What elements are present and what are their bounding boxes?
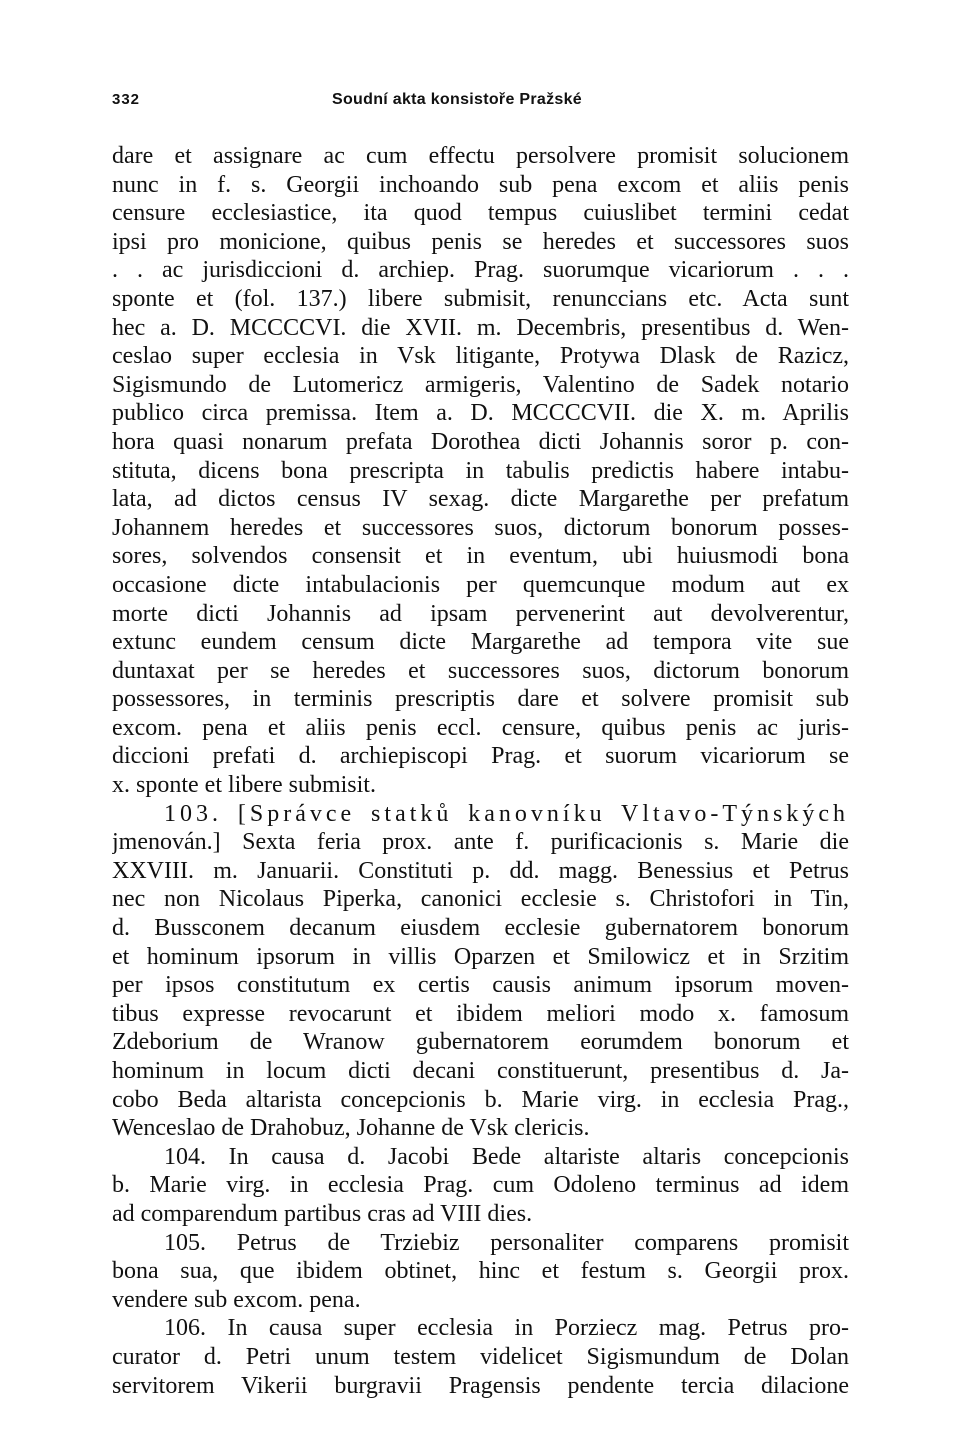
text-line: curator d. Petri unum testem videlicet Sigismundum de Dolan <box>112 1343 849 1370</box>
text-line: XXVIII. m. Januarii. Constituti p. dd. magg. Benessius et Petrus <box>112 857 849 884</box>
text-line: ceslao super ecclesia in Vsk litigante, Protywa Dlask de Razicz, <box>112 343 849 370</box>
text-line: ipsi pro monicione, quibus penis se heredes et successores suos <box>112 228 849 255</box>
body-text <box>112 142 849 1400</box>
text-line: censure ecclesiastice, ita quod tempus cuiuslibet termini cedat <box>112 200 849 227</box>
text-line: diccioni prefati d. archiepiscopi Prag. et suorum vicariorum se <box>112 743 849 770</box>
text-line: vendere sub excom. pena. <box>112 1286 361 1313</box>
text-line: excom. pena et aliis penis eccl. censure, quibus penis ac juris- <box>112 714 849 741</box>
text-line: d. Bussconem decanum eiusdem ecclesie gubernatorem bonorum <box>112 915 849 942</box>
text-line: occasione dicte intabulacionis per quemcunque modum aut ex <box>112 571 849 598</box>
text-line: lata, ad dictos census IV sexag. dicte Margarethe per prefatum <box>112 486 849 513</box>
text-line: hora quasi nonarum prefata Dorothea dicti Johannis soror p. con- <box>112 428 849 455</box>
text-line: cobo Beda altarista concepcionis b. Marie virg. in ecclesia Prag., <box>112 1086 849 1113</box>
text-line: Wenceslao de Drahobuz, Johanne de Vsk clericis. <box>112 1115 590 1142</box>
text-line: servitorem Vikerii burgravii Pragensis pendente tercia dilacione <box>112 1372 849 1399</box>
text-line: nunc in f. s. Georgii inchoando sub pena excom et aliis penis <box>112 171 849 198</box>
text-line: publico circa premissa. Item a. D. MCCCCVII. die X. m. Aprilis <box>112 400 849 427</box>
text-line: et hominum ipsorum in villis Oparzen et Smilowicz et in Srzitim <box>112 943 849 970</box>
text-line: stituta, dicens bona prescripta in tabulis predictis habere intabu- <box>112 457 849 484</box>
text-line: morte dicti Johannis ad ipsam pervenerint aut devolverentur, <box>112 600 849 627</box>
text-line: . . ac jurisdiccioni d. archiep. Prag. suorumque vicariorum . . . <box>112 257 849 284</box>
text-line: sponte et (fol. 137.) libere submisit, renunccians etc. Acta sunt <box>112 285 849 312</box>
text-line: Johannem heredes et successores suos, dictorum bonorum posses- <box>112 514 849 541</box>
text-line: hec a. D. MCCCCVI. die XVII. m. Decembris, presentibus d. Wen- <box>112 314 849 341</box>
text-line: b. Marie virg. in ecclesia Prag. cum Odoleno terminus ad idem <box>112 1172 849 1199</box>
page-header <box>112 91 849 115</box>
text-line: jmenován.] Sexta feria prox. ante f. purificacionis s. Marie die <box>112 829 849 856</box>
text-line: Sigismundo de Lutomericz armigeris, Valentino de Sadek notario <box>112 371 849 398</box>
text-line: tibus expresse revocarunt et ibidem meliori modo x. famosum <box>112 1000 849 1027</box>
text-line: x. sponte et libere submisit. <box>112 772 376 799</box>
text-line: 105. Petrus de Trziebiz personaliter comparens promisit <box>164 1229 849 1256</box>
text-line: duntaxat per se heredes et successores suos, dictorum bonorum <box>112 657 849 684</box>
text-line: Zdeborium de Wranow gubernatorem eorumdem bonorum et <box>112 1029 849 1056</box>
running-title: Soudní akta konsistoře Pražské <box>332 91 582 108</box>
text-line: dare et assignare ac cum effectu persolvere promisit solucionem <box>112 143 849 169</box>
text-line: possessores, in terminis prescriptis dare et solvere promisit sub <box>112 686 849 713</box>
section-heading-line: 103. [Správce statků kanovníku Vltavo-Týnských <box>164 800 849 827</box>
text-line: bona sua, que ibidem obtinet, hinc et festum s. Georgii prox. <box>112 1258 849 1285</box>
page-number: 332 <box>112 91 141 108</box>
text-line: ad comparendum partibus cras ad VIII dies. <box>112 1200 533 1227</box>
text-line: per ipsos constitutum ex certis causis animum ipsorum moven- <box>112 972 849 999</box>
text-line: sores, solvendos consensit et in eventum, ubi huiusmodi bona <box>112 543 849 570</box>
text-line: hominum in locum dicti decani constituerunt, presentibus d. Ja- <box>112 1058 849 1084</box>
text-line: 104. In causa d. Jacobi Bede altariste altaris concepcionis <box>164 1143 849 1170</box>
text-line: extunc eundem censum dicte Margarethe ad tempora vite sue <box>112 629 849 656</box>
text-line: nec non Nicolaus Piperka, canonici ecclesie s. Christofori in Tin, <box>112 886 849 913</box>
text-line: 106. In causa super ecclesia in Porziecz mag. Petrus pro- <box>164 1315 849 1342</box>
